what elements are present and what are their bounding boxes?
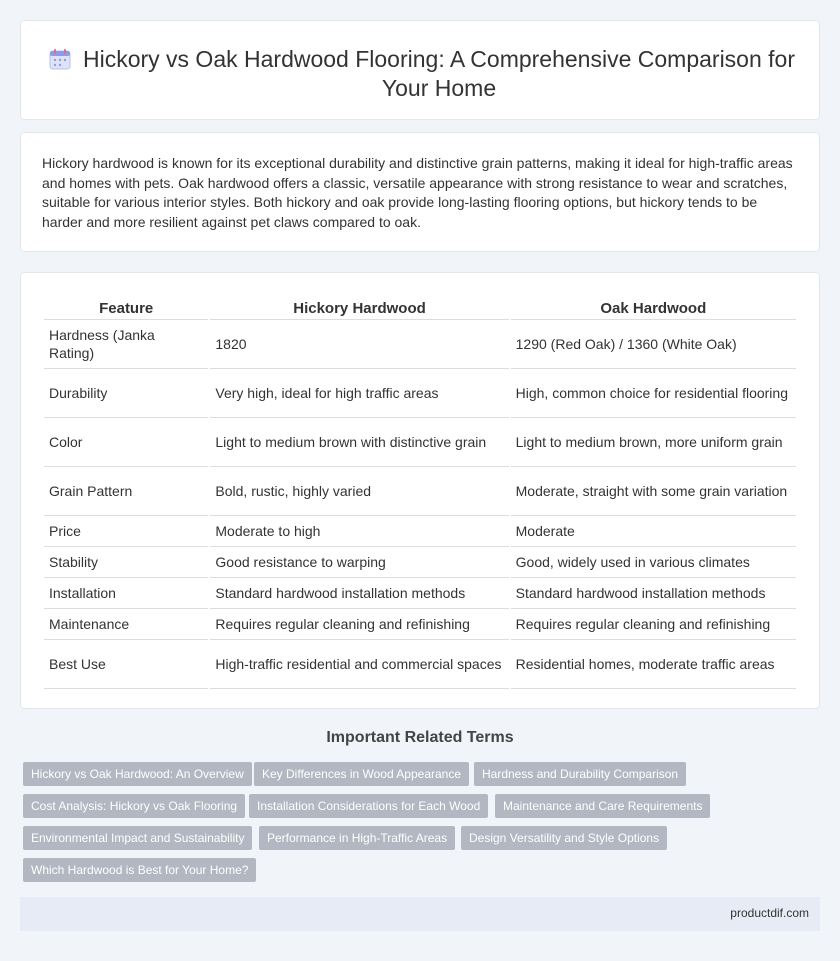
cell-oak: Good, widely used in various climates bbox=[511, 547, 796, 578]
related-term-link[interactable]: Key Differences in Wood Appearance bbox=[254, 762, 469, 786]
title-card bbox=[20, 20, 820, 120]
related-term-link[interactable]: Hickory vs Oak Hardwood: An Overview bbox=[23, 762, 252, 786]
comparison-card bbox=[20, 272, 820, 709]
cell-feature: Installation bbox=[44, 578, 208, 609]
related-term-link[interactable]: Performance in High-Traffic Areas bbox=[259, 826, 455, 850]
cell-feature: Stability bbox=[44, 547, 208, 578]
table-header-row bbox=[44, 293, 796, 320]
cell-feature: Grain Pattern bbox=[44, 467, 208, 516]
cell-feature: Hardness (Janka Rating) bbox=[44, 320, 208, 369]
related-term-link[interactable]: Installation Considerations for Each Wood bbox=[249, 794, 488, 818]
intro-paragraph: Hickory hardwood is known for its exceptional durability and distinctive grain patterns, making it ideal for high-traffic areas and homes with pets. Oak hardwood offers a classic, versatile appearance with strong resistance to wear and scratches, suitable for various interior styles. Both hickory and oak provide long-lasting flooring options, but hickory tends to be harder and more resilient against pet claws compared to oak. bbox=[42, 155, 793, 230]
cell-oak: Light to medium brown, more uniform grain bbox=[511, 418, 796, 467]
cell-oak: Standard hardwood installation methods bbox=[511, 578, 796, 609]
table-row bbox=[44, 640, 796, 689]
cell-oak: Moderate bbox=[511, 516, 796, 547]
cell-hickory: Moderate to high bbox=[210, 516, 508, 547]
comparison-table bbox=[42, 293, 798, 689]
header-feature: Feature bbox=[44, 293, 208, 320]
page-title: Hickory vs Oak Hardwood Flooring: A Comprehensive Comparison for Your Home bbox=[82, 46, 795, 101]
header-oak: Oak Hardwood bbox=[511, 293, 796, 320]
cell-hickory: Requires regular cleaning and refinishing bbox=[210, 609, 508, 640]
table-row bbox=[44, 418, 796, 467]
cell-oak: High, common choice for residential flooring bbox=[511, 369, 796, 418]
table-row bbox=[44, 467, 796, 516]
cell-hickory: Good resistance to warping bbox=[210, 547, 508, 578]
cell-feature: Price bbox=[44, 516, 208, 547]
footer-site: productdif.com bbox=[730, 906, 809, 920]
cell-hickory: 1820 bbox=[210, 320, 508, 369]
cell-hickory: Light to medium brown with distinctive grain bbox=[210, 418, 508, 467]
related-term-link[interactable]: Which Hardwood is Best for Your Home? bbox=[23, 858, 256, 882]
cell-feature: Color bbox=[44, 418, 208, 467]
related-terms-title: Important Related Terms bbox=[326, 729, 514, 746]
table-row bbox=[44, 547, 796, 578]
cell-hickory: Bold, rustic, highly varied bbox=[210, 467, 508, 516]
cell-feature: Best Use bbox=[44, 640, 208, 689]
table-row bbox=[44, 516, 796, 547]
footer bbox=[20, 897, 820, 931]
table-row bbox=[44, 369, 796, 418]
table-row bbox=[44, 578, 796, 609]
related-term-link[interactable]: Design Versatility and Style Options bbox=[461, 826, 667, 850]
cell-oak: Residential homes, moderate traffic areas bbox=[511, 640, 796, 689]
related-term-link[interactable]: Cost Analysis: Hickory vs Oak Flooring bbox=[23, 794, 245, 818]
related-term-link[interactable]: Maintenance and Care Requirements bbox=[495, 794, 710, 818]
cell-feature: Maintenance bbox=[44, 609, 208, 640]
cell-oak: Requires regular cleaning and refinishing bbox=[511, 609, 796, 640]
cell-hickory: High-traffic residential and commercial spaces bbox=[210, 640, 508, 689]
cell-hickory: Very high, ideal for high traffic areas bbox=[210, 369, 508, 418]
cell-feature: Durability bbox=[44, 369, 208, 418]
intro-card bbox=[20, 132, 820, 252]
related-term-link[interactable]: Environmental Impact and Sustainability bbox=[23, 826, 252, 850]
cell-hickory: Standard hardwood installation methods bbox=[210, 578, 508, 609]
header-hickory: Hickory Hardwood bbox=[210, 293, 508, 320]
table-row bbox=[44, 609, 796, 640]
table-row bbox=[44, 320, 796, 369]
cell-oak: 1290 (Red Oak) / 1360 (White Oak) bbox=[511, 320, 796, 369]
cell-oak: Moderate, straight with some grain variation bbox=[511, 467, 796, 516]
related-term-link[interactable]: Hardness and Durability Comparison bbox=[474, 762, 686, 786]
